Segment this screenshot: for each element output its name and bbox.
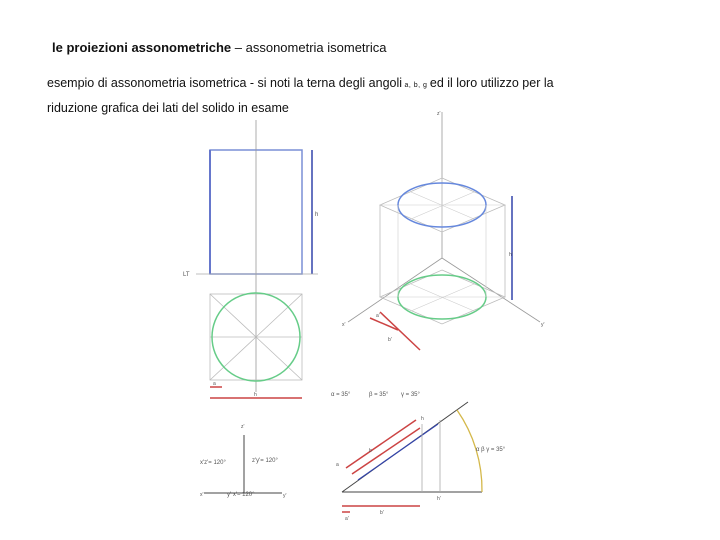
angles-caption	[331, 392, 421, 398]
orthographic-views	[183, 120, 318, 398]
triad-label-xz: x'z'= 120°	[200, 460, 226, 466]
b-prime-segment	[370, 318, 398, 330]
reduction-angle-label: α β γ = 35°	[476, 447, 506, 453]
paragraph-line1-a: esempio di assonometria isometrica - si noti la terna degli angoli	[47, 76, 403, 90]
title-bold: le proiezioni assonometriche	[52, 40, 232, 55]
label-h: h	[315, 212, 319, 218]
reduction-construction	[336, 402, 506, 522]
label-a: a	[213, 381, 216, 387]
title-rest: – assonometria isometrica	[231, 40, 387, 55]
reduction-a-line	[346, 420, 416, 468]
iso-label-y: y'	[541, 322, 545, 328]
a-prime-segment	[380, 312, 420, 350]
reduction-label-b1: b'	[380, 510, 384, 516]
caption-beta: β = 35°	[369, 392, 389, 398]
reduction-label-h1: h'	[437, 496, 441, 502]
reduction-label-b: b	[369, 448, 372, 454]
iso-label-b: b'	[388, 337, 392, 343]
triad-label-yx: y' x'= 120°	[227, 492, 255, 498]
label-lt: LT	[183, 272, 190, 278]
iso-label-x: x'	[342, 322, 346, 328]
reduction-label-a: a	[336, 462, 339, 468]
reduction-label-a1: a'	[345, 516, 349, 522]
triad-label-zy: z'y'= 120°	[252, 458, 278, 464]
label-h-bottom: h	[254, 392, 257, 398]
triad-label-x: x'	[200, 492, 204, 498]
triad-label-z: z'	[241, 424, 245, 430]
iso-label-a: a'	[376, 313, 380, 319]
paragraph-line1-b: ed il loro utilizzo per la	[429, 76, 554, 90]
reduction-b-line	[352, 428, 420, 474]
paragraph-angles: a, b, g	[402, 82, 430, 89]
paragraph-line2: riduzione grafica dei lati del solido in esame	[47, 101, 289, 115]
triad-label-y: y'	[283, 493, 287, 499]
caption-alpha: α = 35°	[331, 392, 351, 398]
iso-y-axis	[442, 258, 540, 322]
caption-gamma: γ = 35°	[401, 392, 420, 398]
reduction-label-h: h	[421, 416, 424, 422]
isometric-cylinder	[342, 111, 545, 350]
iso-label-h: h'	[509, 252, 513, 258]
iso-label-z: z'	[437, 111, 441, 117]
axes-triad	[200, 424, 287, 499]
iso-x-axis	[348, 258, 442, 322]
